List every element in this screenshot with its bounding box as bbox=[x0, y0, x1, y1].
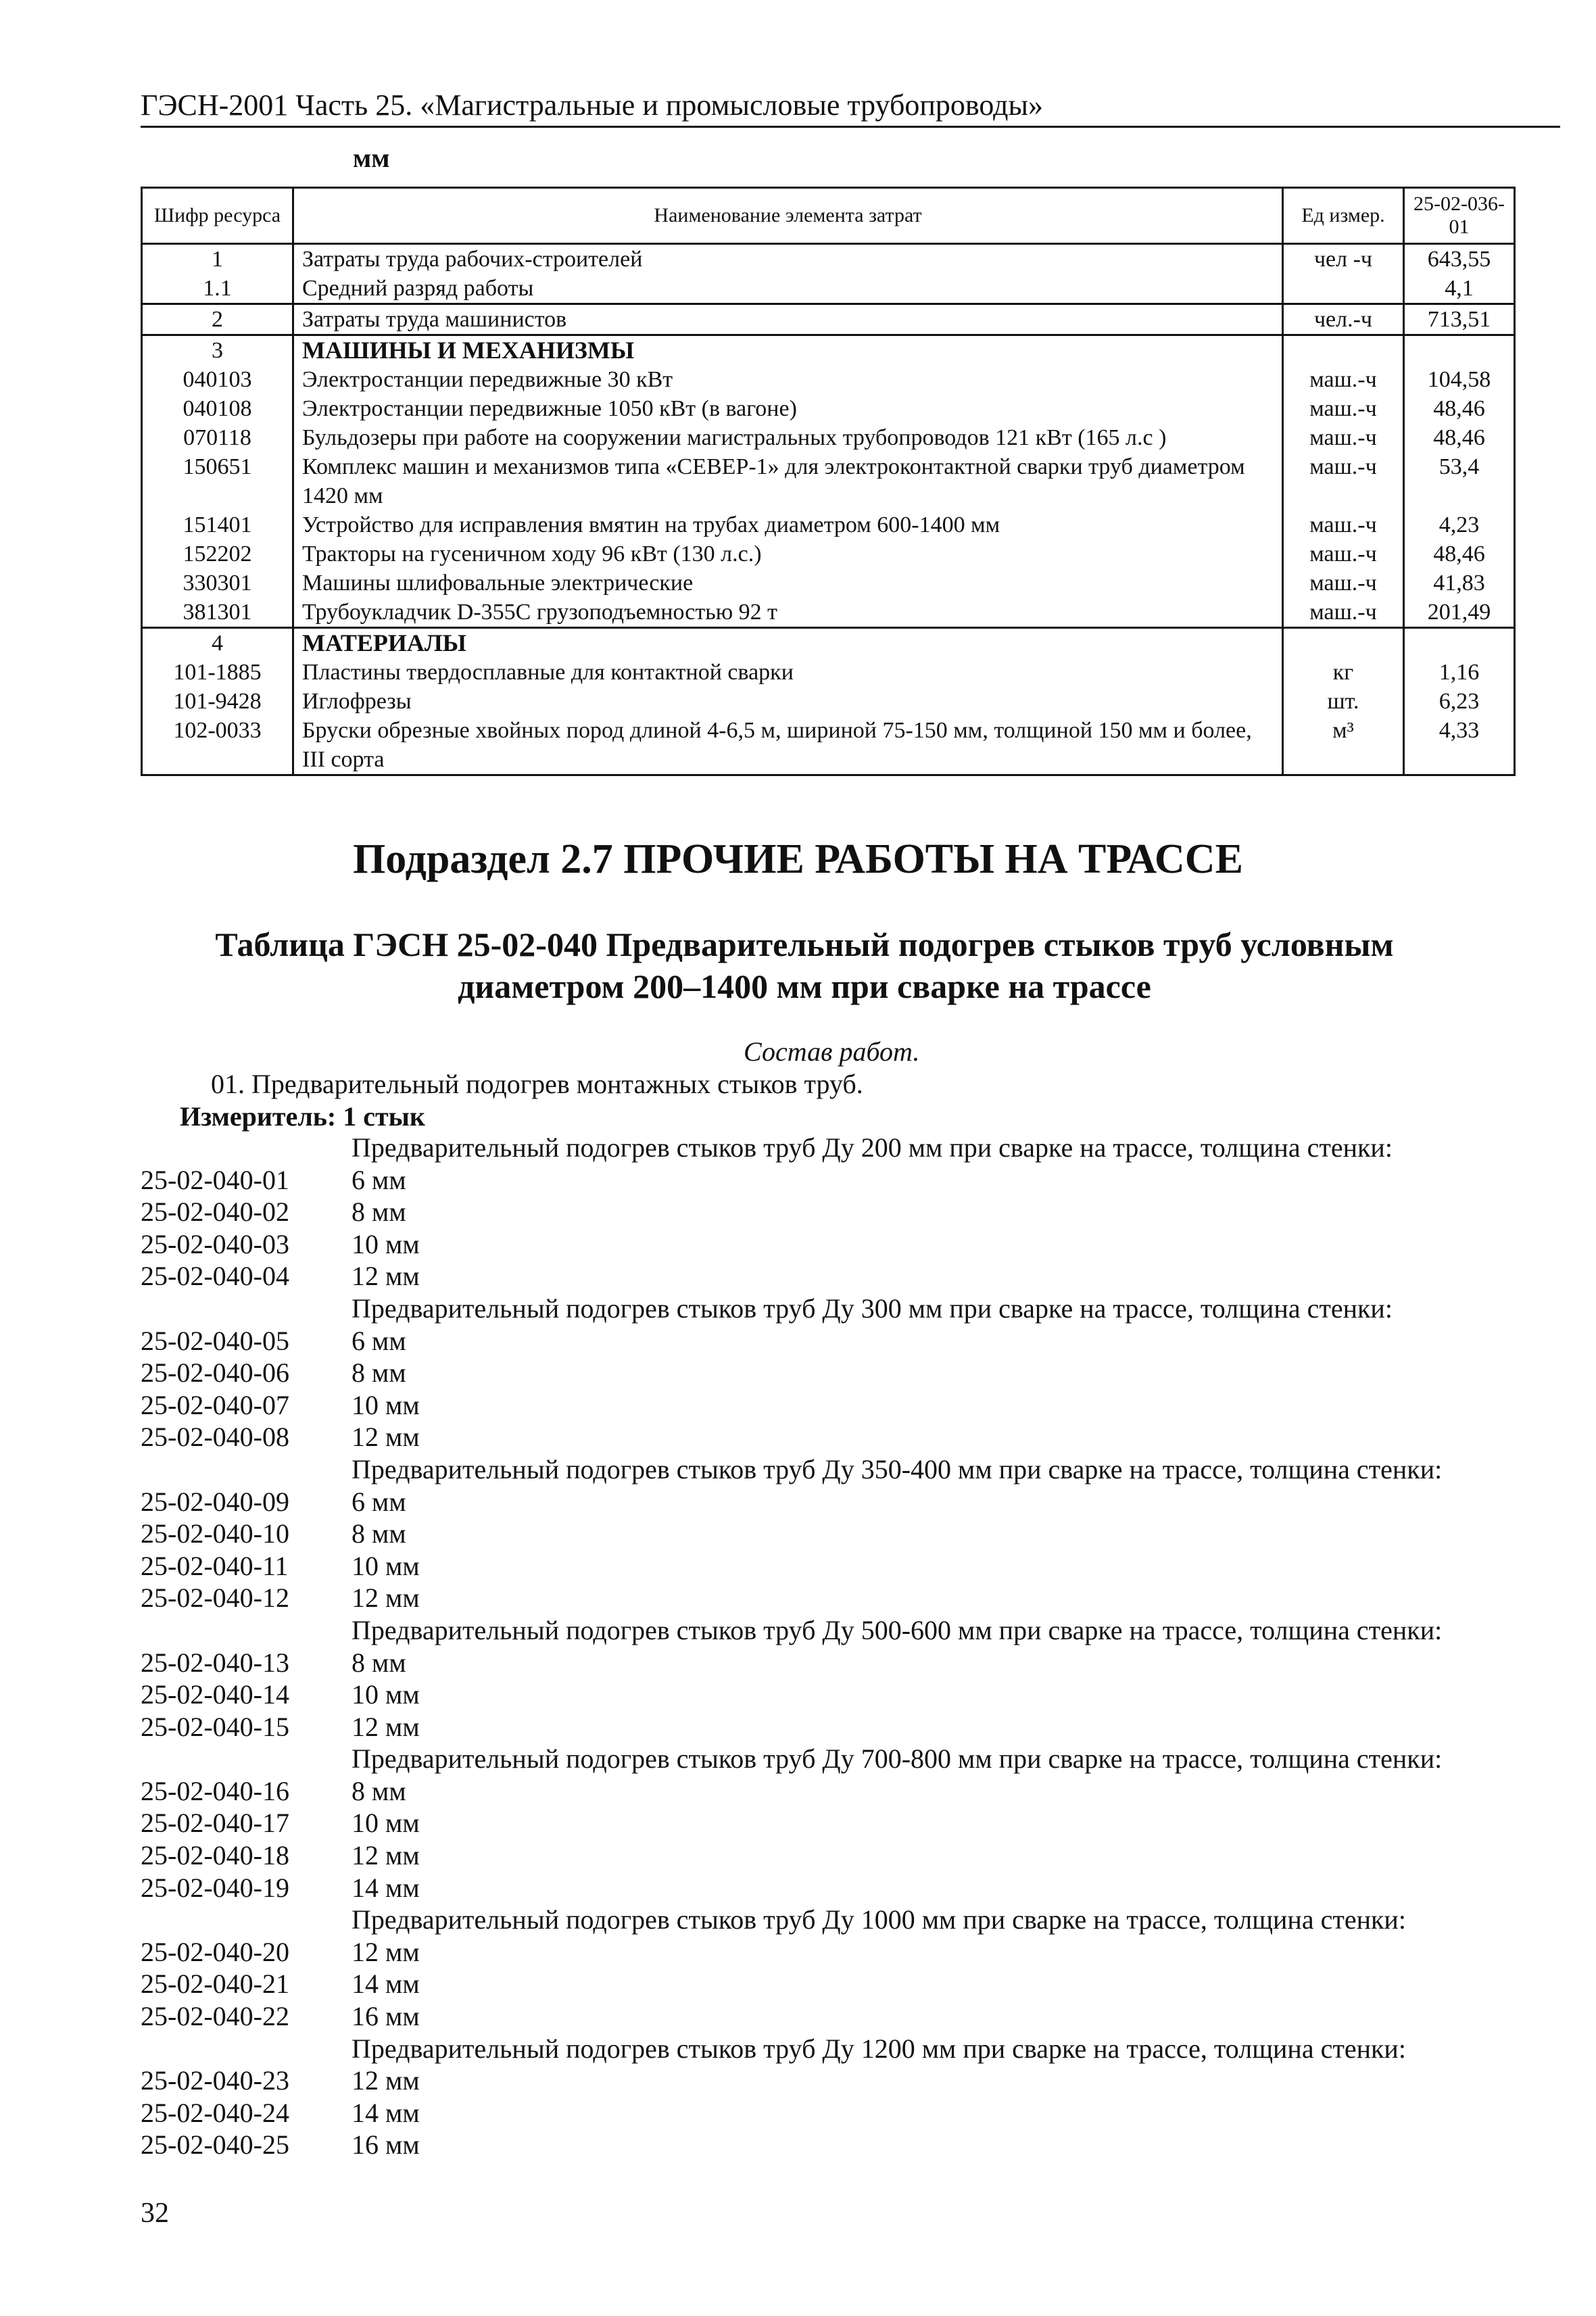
norm-code: 25-02-040-19 bbox=[141, 1872, 289, 1903]
norm-row bbox=[141, 1325, 1560, 1357]
norm-group-title: Предварительный подогрев стыков труб Ду 300 мм при сварке на трассе, толщина стенки: bbox=[352, 1293, 1393, 1324]
cell-name: Бруски обрезные хвойных пород длиной 4-6,5 м, шириной 75-150 мм, толщиной 150 мм и более, III сорта bbox=[293, 716, 1283, 775]
cell-unit: маш.-ч bbox=[1283, 452, 1404, 510]
cell-value: 48,46 bbox=[1404, 394, 1515, 423]
table-row bbox=[142, 628, 1515, 658]
norm-code: 25-02-040-06 bbox=[141, 1357, 289, 1389]
norm-label: 14 мм bbox=[352, 2097, 420, 2128]
table-row bbox=[142, 658, 1515, 687]
cell-unit: маш.-ч bbox=[1283, 365, 1404, 394]
cell-value: 53,4 bbox=[1404, 452, 1515, 510]
cell-unit: м³ bbox=[1283, 716, 1404, 775]
cell-name: Электростанции передвижные 1050 кВт (в вагоне) bbox=[293, 394, 1283, 423]
norm-label: 8 мм bbox=[352, 1775, 406, 1806]
running-header: ГЭСН-2001 Часть 25. «Магистральные и промысловые трубопроводы» bbox=[141, 89, 1044, 122]
norm-row bbox=[141, 1872, 1560, 1904]
cell-unit: кг bbox=[1283, 658, 1404, 687]
norm-row bbox=[141, 1389, 1560, 1422]
cell-unit: чел.-ч bbox=[1283, 304, 1404, 335]
norm-row bbox=[141, 1839, 1560, 1872]
norm-label: 12 мм bbox=[352, 2065, 420, 2096]
norm-label: 10 мм bbox=[352, 1808, 420, 1839]
cell-name: Затраты труда рабочих-строителей bbox=[293, 244, 1283, 274]
cell-unit: маш.-ч bbox=[1283, 423, 1404, 452]
norm-label: 14 мм bbox=[352, 1969, 420, 2000]
table-row bbox=[142, 539, 1515, 569]
norm-label: 14 мм bbox=[352, 1872, 420, 1903]
table-row bbox=[142, 716, 1515, 775]
subsection-title: Подраздел 2.7 ПРОЧИЕ РАБОТЫ НА ТРАССЕ bbox=[353, 836, 1243, 882]
cell-code: 1 bbox=[142, 244, 293, 274]
cell-value: 4,23 bbox=[1404, 510, 1515, 539]
norm-row bbox=[141, 1968, 1560, 2000]
table-row bbox=[142, 423, 1515, 452]
norm-row bbox=[141, 1550, 1560, 1583]
table-row bbox=[142, 569, 1515, 598]
cell-name: МАТЕРИАЛЫ bbox=[293, 628, 1283, 658]
norm-label: 10 мм bbox=[352, 1679, 420, 1710]
table-row bbox=[142, 365, 1515, 394]
table-row bbox=[142, 244, 1515, 274]
norm-code: 25-02-040-08 bbox=[141, 1422, 289, 1453]
resource-table bbox=[141, 187, 1516, 776]
norm-code: 25-02-040-07 bbox=[141, 1389, 289, 1420]
table-row bbox=[142, 304, 1515, 335]
norm-row bbox=[141, 2097, 1560, 2129]
cell-name: Машины шлифовальные электрические bbox=[293, 569, 1283, 598]
norm-code: 25-02-040-24 bbox=[141, 2097, 289, 2128]
cell-value: 41,83 bbox=[1404, 569, 1515, 598]
page-number: 32 bbox=[141, 2198, 169, 2229]
norm-row bbox=[141, 1518, 1560, 1550]
norm-row bbox=[141, 1936, 1560, 1969]
norm-group-title: Предварительный подогрев стыков труб Ду 1200 мм при сварке на трассе, толщина стенки: bbox=[352, 2033, 1406, 2064]
cell-name: Трубоукладчик D-355C грузоподъемностью 92 т bbox=[293, 598, 1283, 628]
norm-group-title: Предварительный подогрев стыков труб Ду 700-800 мм при сварке на трассе, толщина стенки: bbox=[352, 1743, 1443, 1775]
cell-value: 713,51 bbox=[1404, 304, 1515, 335]
column-header-norm: 25-02-036-01 bbox=[1404, 188, 1515, 244]
cell-code: 2 bbox=[142, 304, 293, 335]
norm-label: 10 мм bbox=[352, 1389, 420, 1420]
norm-code: 25-02-040-03 bbox=[141, 1228, 289, 1259]
composition-heading: Состав работ. bbox=[744, 1036, 920, 1067]
norm-row bbox=[141, 1807, 1560, 1839]
cell-code: 070118 bbox=[142, 423, 293, 452]
norm-label: 8 мм bbox=[352, 1197, 406, 1228]
norm-code: 25-02-040-02 bbox=[141, 1197, 289, 1228]
cell-unit: маш.-ч bbox=[1283, 598, 1404, 628]
cell-name: Затраты труда машинистов bbox=[293, 304, 1283, 335]
meter: Измеритель: 1 стык bbox=[180, 1101, 425, 1132]
norm-label: 12 мм bbox=[352, 1711, 420, 1742]
norm-label: 12 мм bbox=[352, 1422, 420, 1453]
table-title: Таблица ГЭСН 25-02-040 Предварительный подогрев стыков труб условным диаметром 200–1400 мм при сварке на трассе bbox=[215, 925, 1394, 1005]
cell-unit bbox=[1283, 628, 1404, 658]
cell-value bbox=[1404, 335, 1515, 366]
norm-code: 25-02-040-10 bbox=[141, 1518, 289, 1549]
norm-row bbox=[141, 2129, 1560, 2161]
norm-code: 25-02-040-22 bbox=[141, 2001, 289, 2032]
cell-code: 101-9428 bbox=[142, 687, 293, 716]
cell-value: 6,23 bbox=[1404, 687, 1515, 716]
norm-row bbox=[141, 1228, 1560, 1261]
cell-name: Тракторы на гусеничном ходу 96 кВт (130 л.с.) bbox=[293, 539, 1283, 569]
column-header-code: Шифр ресурса bbox=[142, 188, 293, 244]
cell-value: 201,49 bbox=[1404, 598, 1515, 628]
cell-value: 4,33 bbox=[1404, 716, 1515, 775]
cell-code: 381301 bbox=[142, 598, 293, 628]
cell-name: Электростанции передвижные 30 кВт bbox=[293, 365, 1283, 394]
cell-unit: маш.-ч bbox=[1283, 394, 1404, 423]
norm-code: 25-02-040-17 bbox=[141, 1808, 289, 1839]
cell-unit: маш.-ч bbox=[1283, 510, 1404, 539]
cell-code: 151401 bbox=[142, 510, 293, 539]
norm-label: 16 мм bbox=[352, 2129, 420, 2161]
cell-unit bbox=[1283, 274, 1404, 304]
cell-code: 4 bbox=[142, 628, 293, 658]
header-rule bbox=[141, 126, 1560, 128]
norm-code: 25-02-040-25 bbox=[141, 2129, 289, 2161]
table-row bbox=[142, 335, 1515, 366]
norm-code: 25-02-040-18 bbox=[141, 1840, 289, 1871]
column-header-name: Наименование элемента затрат bbox=[293, 188, 1283, 244]
cell-value: 1,16 bbox=[1404, 658, 1515, 687]
table-row bbox=[142, 510, 1515, 539]
resource-table-body bbox=[142, 244, 1515, 775]
cell-code: 330301 bbox=[142, 569, 293, 598]
norm-label: 12 мм bbox=[352, 1840, 420, 1871]
cell-unit bbox=[1283, 335, 1404, 366]
cell-name: Устройство для исправления вмятин на трубах диаметром 600-1400 мм bbox=[293, 510, 1283, 539]
cell-code: 3 bbox=[142, 335, 293, 366]
norm-group-title: Предварительный подогрев стыков труб Ду 1000 мм при сварке на трассе, толщина стенки: bbox=[352, 1904, 1406, 1935]
table-row bbox=[142, 687, 1515, 716]
column-header-unit: Ед измер. bbox=[1283, 188, 1404, 244]
table-row bbox=[142, 452, 1515, 510]
norm-label: 8 мм bbox=[352, 1518, 406, 1549]
cell-name: Бульдозеры при работе на сооружении магистральных трубопроводов 121 кВт (165 л.с ) bbox=[293, 423, 1283, 452]
norm-code: 25-02-040-16 bbox=[141, 1775, 289, 1806]
norm-label: 6 мм bbox=[352, 1325, 406, 1356]
cell-name: Иглофрезы bbox=[293, 687, 1283, 716]
norm-list bbox=[141, 1132, 1560, 2161]
norm-row bbox=[141, 1775, 1560, 1808]
cell-value bbox=[1404, 628, 1515, 658]
norm-code: 25-02-040-20 bbox=[141, 1936, 289, 1967]
table-row bbox=[142, 394, 1515, 423]
norm-row bbox=[141, 1421, 1560, 1453]
cell-value: 104,58 bbox=[1404, 365, 1515, 394]
cell-unit: маш.-ч bbox=[1283, 539, 1404, 569]
norm-row bbox=[141, 1164, 1560, 1197]
resource-table-header bbox=[142, 188, 1515, 244]
table-row bbox=[142, 274, 1515, 304]
cell-code: 150651 bbox=[142, 452, 293, 510]
norm-code: 25-02-040-13 bbox=[141, 1647, 289, 1678]
norm-label: 8 мм bbox=[352, 1357, 406, 1389]
norm-code: 25-02-040-05 bbox=[141, 1325, 289, 1356]
norm-code: 25-02-040-23 bbox=[141, 2065, 289, 2096]
norm-code: 25-02-040-21 bbox=[141, 1969, 289, 2000]
norm-row bbox=[141, 2000, 1560, 2033]
norm-label: 12 мм bbox=[352, 1583, 420, 1614]
cell-name: Комплекс машин и механизмов типа «СЕВЕР-1» для электроконтактной сварки труб диаметром 1420 мм bbox=[293, 452, 1283, 510]
norm-group-title: Предварительный подогрев стыков труб Ду 350-400 мм при сварке на трассе, толщина стенки: bbox=[352, 1453, 1443, 1485]
norm-label: 12 мм bbox=[352, 1261, 420, 1292]
cell-value: 48,46 bbox=[1404, 539, 1515, 569]
norm-row bbox=[141, 1260, 1560, 1293]
cell-code: 101-1885 bbox=[142, 658, 293, 687]
table-row bbox=[142, 598, 1515, 628]
norm-row bbox=[141, 1679, 1560, 1711]
cell-value: 4,1 bbox=[1404, 274, 1515, 304]
norm-code: 25-02-040-11 bbox=[141, 1550, 289, 1581]
norm-label: 8 мм bbox=[352, 1647, 406, 1678]
norm-label: 6 мм bbox=[352, 1486, 406, 1517]
norm-code: 25-02-040-15 bbox=[141, 1711, 289, 1742]
cell-unit: маш.-ч bbox=[1283, 569, 1404, 598]
cell-unit: чел -ч bbox=[1283, 244, 1404, 274]
norm-code: 25-02-040-09 bbox=[141, 1486, 289, 1517]
cell-code: 040108 bbox=[142, 394, 293, 423]
norm-row bbox=[141, 1582, 1560, 1614]
norm-label: 10 мм bbox=[352, 1228, 420, 1259]
norm-code: 25-02-040-12 bbox=[141, 1583, 289, 1614]
norm-label: 10 мм bbox=[352, 1550, 420, 1581]
cell-code: 040103 bbox=[142, 365, 293, 394]
cell-name: МАШИНЫ И МЕХАНИЗМЫ bbox=[293, 335, 1283, 366]
cell-name: Средний разряд работы bbox=[293, 274, 1283, 304]
norm-label: 12 мм bbox=[352, 1936, 420, 1967]
norm-row bbox=[141, 1486, 1560, 1518]
cell-code: 152202 bbox=[142, 539, 293, 569]
norm-row bbox=[141, 1196, 1560, 1228]
norm-group-title: Предварительный подогрев стыков труб Ду 200 мм при сварке на трассе, толщина стенки: bbox=[352, 1132, 1393, 1163]
cell-code: 102-0033 bbox=[142, 716, 293, 775]
norm-row bbox=[141, 1357, 1560, 1389]
norm-row bbox=[141, 1647, 1560, 1679]
cell-code: 1.1 bbox=[142, 274, 293, 304]
norm-code: 25-02-040-04 bbox=[141, 1261, 289, 1292]
cell-value: 643,55 bbox=[1404, 244, 1515, 274]
norm-label: 6 мм bbox=[352, 1164, 406, 1195]
unit-note: мм bbox=[353, 143, 390, 173]
norm-label: 16 мм bbox=[352, 2001, 420, 2032]
norm-code: 25-02-040-01 bbox=[141, 1164, 289, 1195]
norm-code: 25-02-040-14 bbox=[141, 1679, 289, 1710]
work-item: 01. Предварительный подогрев монтажных стыков труб. bbox=[211, 1069, 863, 1099]
norm-row bbox=[141, 2065, 1560, 2097]
cell-value: 48,46 bbox=[1404, 423, 1515, 452]
norm-group-title: Предварительный подогрев стыков труб Ду 500-600 мм при сварке на трассе, толщина стенки: bbox=[352, 1614, 1443, 1645]
cell-unit: шт. bbox=[1283, 687, 1404, 716]
cell-name: Пластины твердосплавные для контактной сварки bbox=[293, 658, 1283, 687]
norm-row bbox=[141, 1711, 1560, 1743]
